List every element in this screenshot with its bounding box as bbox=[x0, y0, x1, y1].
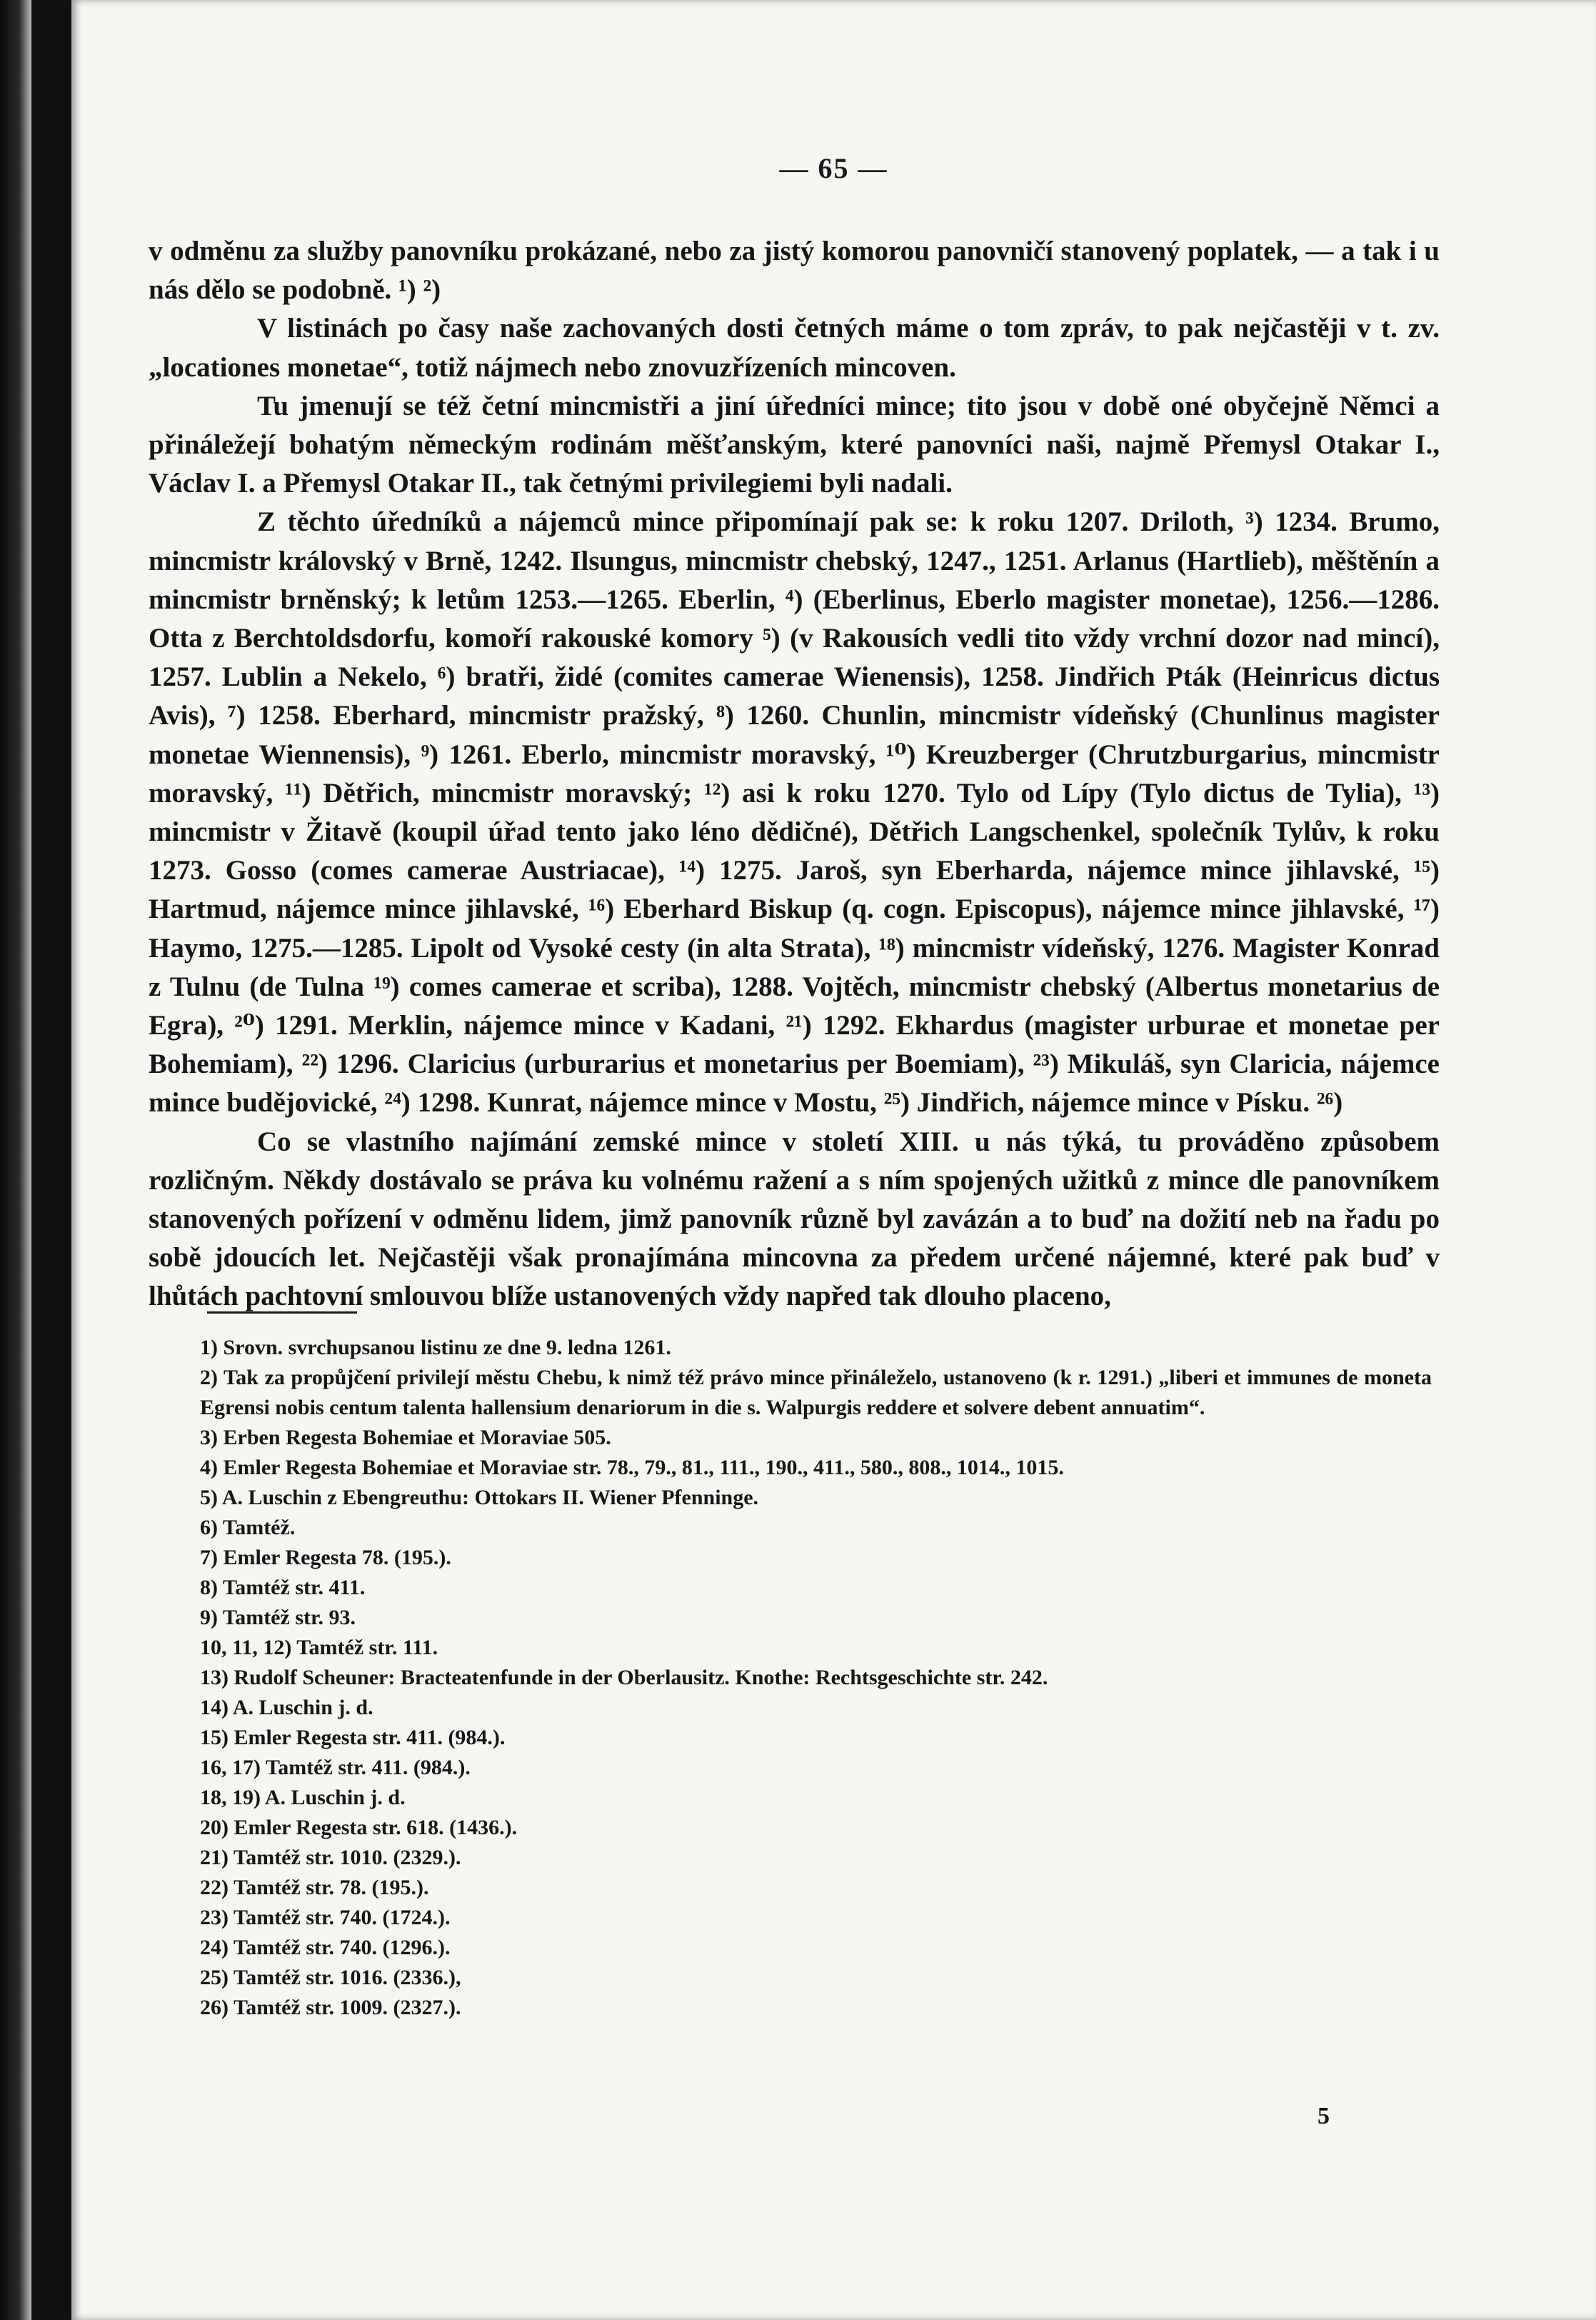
footnote: 7) Emler Regesta 78. (195.). bbox=[200, 1546, 451, 1569]
footnote: 14) A. Luschin j. d. bbox=[200, 1696, 373, 1719]
footnote: 10, 11, 12) Tamtéž str. 111. bbox=[200, 1636, 438, 1659]
paragraph-1: v odměnu za služby panovníku prokázané, nebo za jistý komorou panovničí stanovený poplatek, — a tak i u nás dělo se podobně. ¹) ²) bbox=[149, 236, 1440, 306]
footnote: 6) Tamtéž. bbox=[200, 1516, 296, 1539]
footnote: 1) Srovn. svrchupsanou listinu ze dne 9. ledna 1261. bbox=[200, 1336, 671, 1359]
footnote-divider bbox=[207, 1311, 357, 1314]
paragraph-3: Tu jmenují se též četní mincmistři a jiní úředníci mince; tito jsou v době oné obyčejně Němci a přináležejí bohatým německým rodinám měšťanským, které panovníci naši, najmě Přemysl Otakar I., Václav I. a Přemysl Otakar II., tak četnými privilegiemi byli nadali. bbox=[149, 390, 1440, 499]
footnote: 15) Emler Regesta str. 411. (984.). bbox=[200, 1726, 506, 1749]
footnote: 25) Tamtéž str. 1016. (2336.), bbox=[200, 1966, 461, 1989]
footnote: 4) Emler Regesta Bohemiae et Moraviae str. 78., 79., 81., 111., 190., 411., 580., 808., 1014., 1015. bbox=[200, 1456, 1064, 1479]
paragraph-5: Co se vlastního najímání zemské mince v století XIII. u nás týká, tu prováděno způsobem rozličným. Někdy dostávalo se práva ku volnému ražení a s ním spojených užitků z mince dle panovníkem stanovených pořízení v odměnu lidem, jimž panovník různě byl zavázán a to buď na dožití neb na řadu po sobě jdoucích let. Nejčastěji však pronajímána mincovna za předem určené nájemné, které pak buď v lhůtách pachtovní smlouvou blíže ustanovených vždy napřed tak dlouho placeno, bbox=[149, 1126, 1440, 1312]
body-text bbox=[149, 232, 1440, 1316]
paragraph-4: Z těchto úředníků a nájemců mince připomínají pak se: k roku 1207. Driloth, ³) 1234. Brumo, mincmistr královský v Brně, 1242. Ilsungus, mincmistr chebský, 1247., 1251. Arlanus (Hartlieb), měštěnín a mincmistr brněnský; k letům 1253.—1265. Eberlin, ⁴) (Eberlinus, Eberlo magister monetae), 1256.—1286. Otta z Berchtoldsdorfu, komoří rakouské komory ⁵) (v Rakousích vedli tito vždy vrchní dozor nad mincí), 1257. Lublin a Nekelo, ⁶) bratři, židé (comites camerae Wienensis), 1258. Jindřich Pták (Heinricus dictus Avis), ⁷) 1258. Eberhard, mincmistr pražský, ⁸) 1260. Chunlin, mincmistr vídeňský (Chunlinus magister monetae Wiennensis), ⁹) 1261. Eberlo, mincmistr moravský, ¹⁰) Kreuzberger (Chrutzburgarius, mincmistr moravský, ¹¹) Dětřich, mincmistr moravský; ¹²) asi k roku 1270. Tylo od Lípy (Tylo dictus de Tylia), ¹³) mincmistr v Žitavě (koupil úřad tento jako léno dědičné), Dětřich Langschenkel, společník Tylův, k roku 1273. Gosso (comes camerae Austriacae), ¹⁴) 1275. Jaroš, syn Eberharda, nájemce mince jihlavské, ¹⁵) Hartmud, nájemce mince jihlavské, ¹⁶) Eberhard Biskup (q. cogn. Episcopus), nájemce mince jihlavské, ¹⁷) Haymo, 1275.—1285. Lipolt od Vysoké cesty (in alta Strata), ¹⁸) mincmistr vídeňský, 1276. Magister Konrad z Tulnu (de Tulna ¹⁹) comes camerae et scriba), 1288. Vojtěch, mincmistr chebský (Albertus monetarius de Egra), ²⁰) 1291. Merklin, nájemce mince v Kadani, ²¹) 1292. Ekhardus (magister urburae et monetae per Bohemiam), ²²) 1296. Claricius (urburarius et monetarius per Boemiam), ²³) Mikuláš, syn Claricia, nájemce mince budějovické, ²⁴) 1298. Kunrat, nájemce mince v Mostu, ²⁵) Jindřich, nájemce mince v Písku. ²⁶) bbox=[149, 506, 1440, 1119]
footnote: 20) Emler Regesta str. 618. (1436.). bbox=[200, 1816, 518, 1839]
footnote: 24) Tamtéž str. 740. (1296.). bbox=[200, 1936, 451, 1959]
footnote: 8) Tamtéž str. 411. bbox=[200, 1576, 366, 1599]
page-number: — 65 — bbox=[779, 152, 888, 184]
footnote: 3) Erben Regesta Bohemiae et Moraviae 505. bbox=[200, 1426, 611, 1449]
document-page bbox=[71, 0, 1596, 2320]
footnote: 23) Tamtéž str. 740. (1724.). bbox=[200, 1906, 451, 1929]
footnote: 2) Tak za propůjčení privilejí městu Chebu, k nimž též právo mince přináleželo, ustanoveno (k r. 1291.) „liberi et immunes de moneta Egrensi nobis centum talenta hallensium denariorum in die s. Walpurgis reddere et solvere debent annuatim“. bbox=[200, 1366, 1432, 1419]
printer-signature: 5 bbox=[1318, 2103, 1330, 2129]
scan-edge bbox=[0, 0, 31, 2320]
footnote: 16, 17) Tamtéž str. 411. (984.). bbox=[200, 1756, 471, 1779]
footnote: 21) Tamtéž str. 1010. (2329.). bbox=[200, 1846, 461, 1869]
footnote: 5) A. Luschin z Ebengreuthu: Ottokars II. Wiener Pfenninge. bbox=[200, 1486, 759, 1509]
footnote: 18, 19) A. Luschin j. d. bbox=[200, 1786, 406, 1809]
footnote: 9) Tamtéž str. 93. bbox=[200, 1606, 356, 1629]
footnote: 13) Rudolf Scheuner: Bracteatenfunde in der Oberlausitz. Knothe: Rechtsgeschichte str. 242. bbox=[200, 1666, 1048, 1689]
footnote: 26) Tamtéž str. 1009. (2327.). bbox=[200, 1996, 461, 2019]
paragraph-2: V listinách po časy naše zachovaných dosti četných máme o tom zpráv, to pak nejčastěji v t. zv. „locationes monetae“, totiž nájmech nebo znovuzřízeních mincoven. bbox=[149, 313, 1440, 383]
footnotes bbox=[200, 1333, 1432, 2023]
footnote: 22) Tamtéž str. 78. (195.). bbox=[200, 1876, 429, 1899]
